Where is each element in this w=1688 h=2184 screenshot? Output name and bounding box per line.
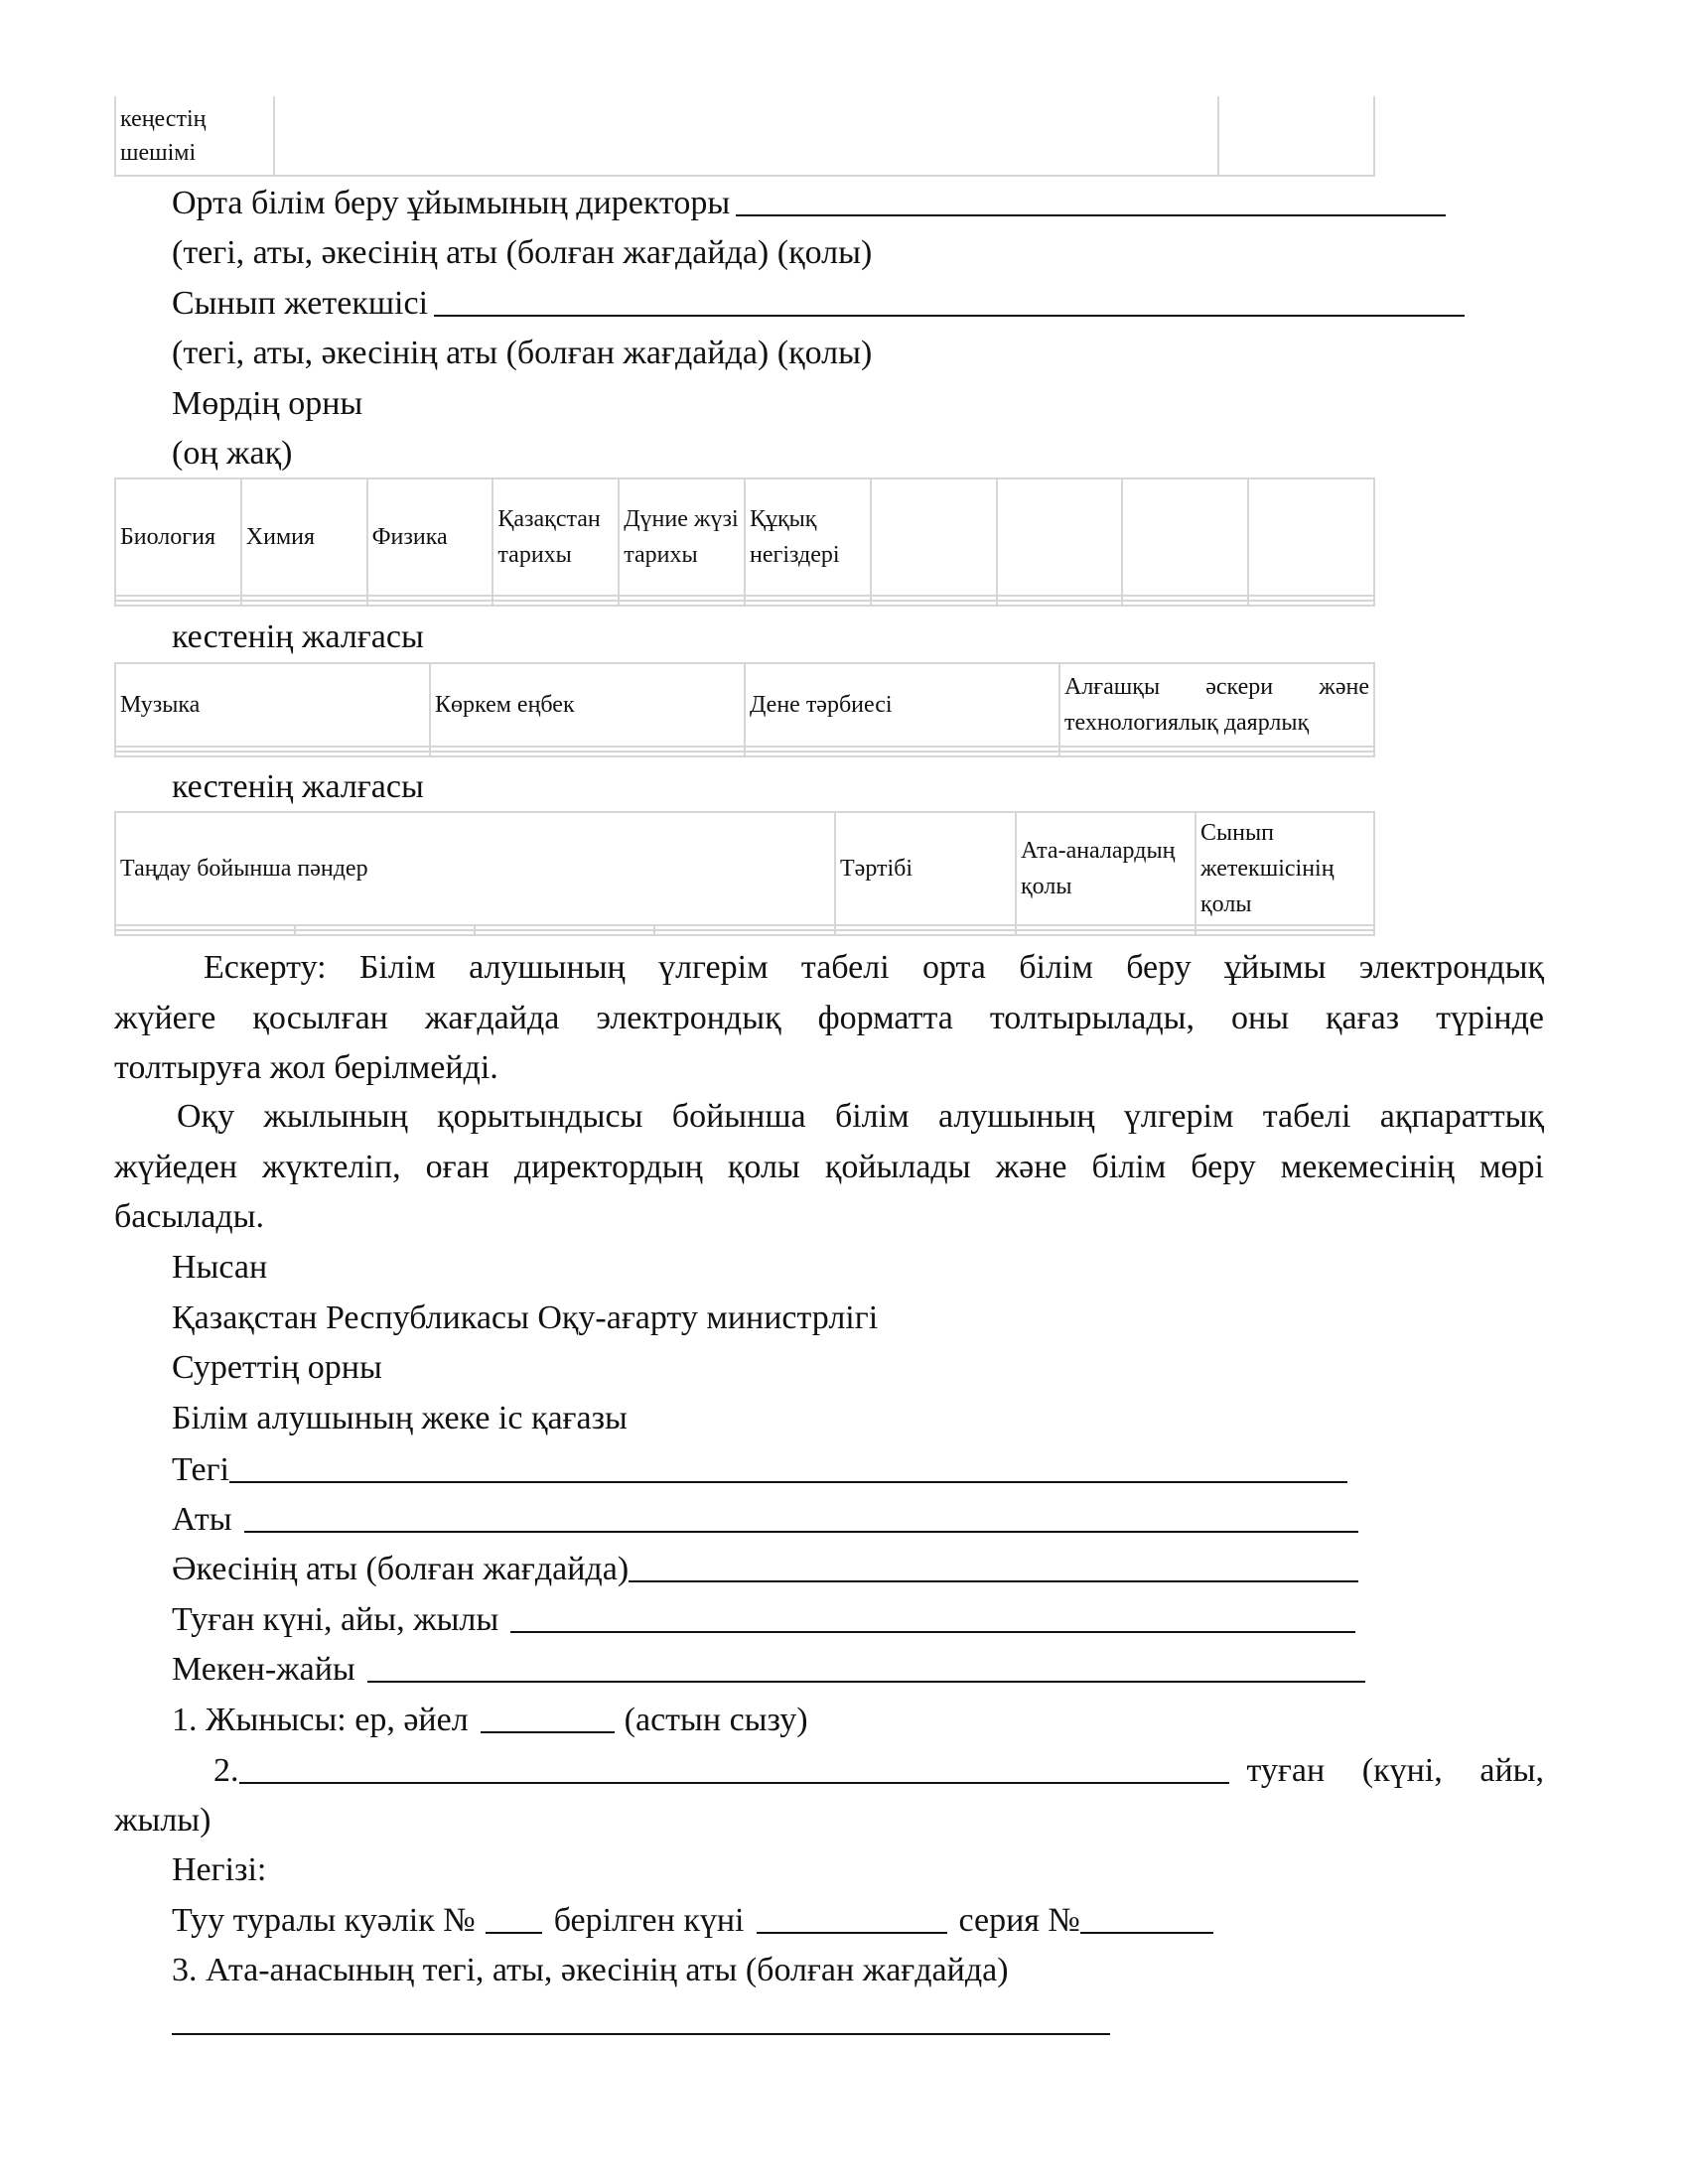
note-line: толтыруға жол берілмейді. (114, 1049, 498, 1086)
header-cell (1122, 478, 1248, 596)
subjects-table-1 (114, 478, 1375, 607)
item2-blank[interactable] (239, 1782, 1229, 1784)
form-title (172, 1394, 628, 1443)
header-cell: Музыка (115, 663, 430, 747)
header-cell (1248, 478, 1374, 596)
certificate-field (172, 1896, 1213, 1946)
basis-text: Негізі: (172, 1851, 267, 1888)
header-cell: Химия (241, 478, 367, 596)
header-cell: Тәртібі (835, 812, 1016, 925)
note2-paragraph (114, 1092, 1544, 1243)
ministry (172, 1294, 878, 1343)
subjects-table-2 (114, 662, 1375, 757)
header-cell: Таңдау бойынша пәндер (115, 812, 835, 925)
seal-place-text: Мөрдің орны (172, 385, 363, 422)
header-cell: Сынып жетекшісінің қолы (1196, 812, 1374, 925)
gender-blank[interactable] (481, 1731, 615, 1733)
photo-place-text: Суреттің орны (172, 1349, 382, 1386)
cert-series-label: серия № (958, 1902, 1080, 1939)
header-cell (871, 478, 997, 596)
name-hint-text: (тегі, аты, әкесінің аты (болған жағдайда) (қолы) (172, 335, 873, 371)
continuation-text: кестенің жалғасы (172, 768, 424, 805)
gender-suffix: (астын сызу) (624, 1702, 808, 1738)
basis (172, 1845, 266, 1895)
gender-label: 1. Жынысы: ер, әйел (172, 1702, 469, 1738)
council-decision-table (114, 96, 1375, 177)
parents-blank[interactable] (172, 2033, 1110, 2035)
item2-suffix: туған (күні, айы, (1246, 1752, 1544, 1789)
seal-place (172, 379, 362, 429)
header-cell (997, 478, 1123, 596)
form-title-text: Білім алушының жеке іс қағазы (172, 1400, 628, 1436)
patronymic-label: Әкесінің аты (болған жағдайда) (172, 1551, 630, 1587)
header-cell: Физика (367, 478, 493, 596)
director-signature-line (172, 179, 1446, 228)
item2-cont (114, 1796, 211, 1845)
parents-field (172, 1946, 1009, 1995)
birth-blank[interactable] (510, 1631, 1355, 1633)
continuation-label (172, 613, 424, 662)
table-cell (274, 96, 1218, 176)
item2-field (213, 1746, 1544, 1796)
note-line: Ескерту: Білім алушының үлгерім табелі орта білім беру ұйымы электрондық (204, 949, 1544, 986)
header-cell: Ата-аналардың қолы (1016, 812, 1196, 925)
name-hint (172, 329, 872, 378)
cert-number-blank[interactable] (486, 1932, 542, 1934)
seal-side-text: (оң жақ) (172, 435, 293, 472)
note-line: жүйеге қосылған жағдайда электрондық форматта толтырылады, оны қағаз түрінде (114, 999, 1544, 1036)
address-field (172, 1645, 1365, 1695)
header-cell: Дүние жүзі тарихы (619, 478, 745, 596)
header-cell: Алғашқы әскери және технологиялық даярлық (1059, 663, 1374, 747)
patronymic-field (172, 1545, 1358, 1594)
seal-side (172, 429, 292, 478)
surname-blank[interactable] (229, 1481, 1347, 1483)
note-paragraph (114, 943, 1544, 1094)
name-hint (172, 228, 872, 278)
name-label: Аты (172, 1501, 232, 1538)
name-blank[interactable] (244, 1531, 1358, 1533)
form-type (172, 1243, 267, 1293)
header-cell: Қазақстан тарихы (492, 478, 619, 596)
cert-date-blank[interactable] (757, 1932, 947, 1934)
director-label: Орта білім беру ұйымының директоры (172, 185, 731, 221)
signature-blank[interactable] (434, 315, 1465, 317)
birth-label: Туған күні, айы, жылы (172, 1601, 499, 1638)
header-cell: Дене тәрбиесі (745, 663, 1059, 747)
parents-label: 3. Ата-анасының тегі, аты, әкесінің аты (болған жағдайда) (172, 1952, 1009, 1988)
photo-place (172, 1343, 382, 1393)
header-cell: Биология (115, 478, 241, 596)
cert-number-label: Туу туралы куәлік № (172, 1902, 476, 1939)
gender-field (172, 1696, 808, 1745)
item2-cont-text: жылы) (114, 1802, 211, 1839)
address-blank[interactable] (367, 1681, 1365, 1683)
cert-series-blank[interactable] (1080, 1932, 1213, 1934)
patronymic-blank[interactable] (629, 1580, 1358, 1582)
subjects-table-3 (114, 811, 1375, 936)
note-line: Оқу жылының қорытындысы бойынша білім алушының үлгерім табелі ақпараттық (177, 1098, 1544, 1135)
surname-field (172, 1445, 1347, 1495)
continuation-label (172, 762, 424, 812)
surname-label: Тегі (172, 1451, 229, 1488)
form-type-text: Нысан (172, 1249, 268, 1286)
name-field (172, 1495, 1358, 1545)
ministry-text: Қазақстан Республикасы Оқу-ағарту министрлігі (172, 1299, 879, 1336)
name-hint-text: (тегі, аты, әкесінің аты (болған жағдайда) (қолы) (172, 234, 873, 271)
header-cell: Көркем еңбек (430, 663, 745, 747)
note-line: жүйеден жүктеліп, оған директордың қолы қойылады және білім беру мекемесінің мөрі (114, 1148, 1544, 1185)
header-cell: Құқық негіздері (745, 478, 871, 596)
note-line: басылады. (114, 1198, 265, 1235)
address-label: Мекен-жайы (172, 1651, 355, 1688)
signature-blank[interactable] (736, 214, 1446, 216)
cert-date-label: берілген күні (553, 1902, 745, 1939)
teacher-signature-line (172, 279, 1465, 329)
birth-field (172, 1595, 1355, 1645)
table-cell (1218, 96, 1374, 176)
council-decision-label: кеңестің шешімі (115, 96, 274, 176)
teacher-label: Сынып жетекшісі (172, 285, 429, 322)
item2-label: 2. (213, 1752, 239, 1789)
continuation-text: кестенің жалғасы (172, 618, 424, 655)
